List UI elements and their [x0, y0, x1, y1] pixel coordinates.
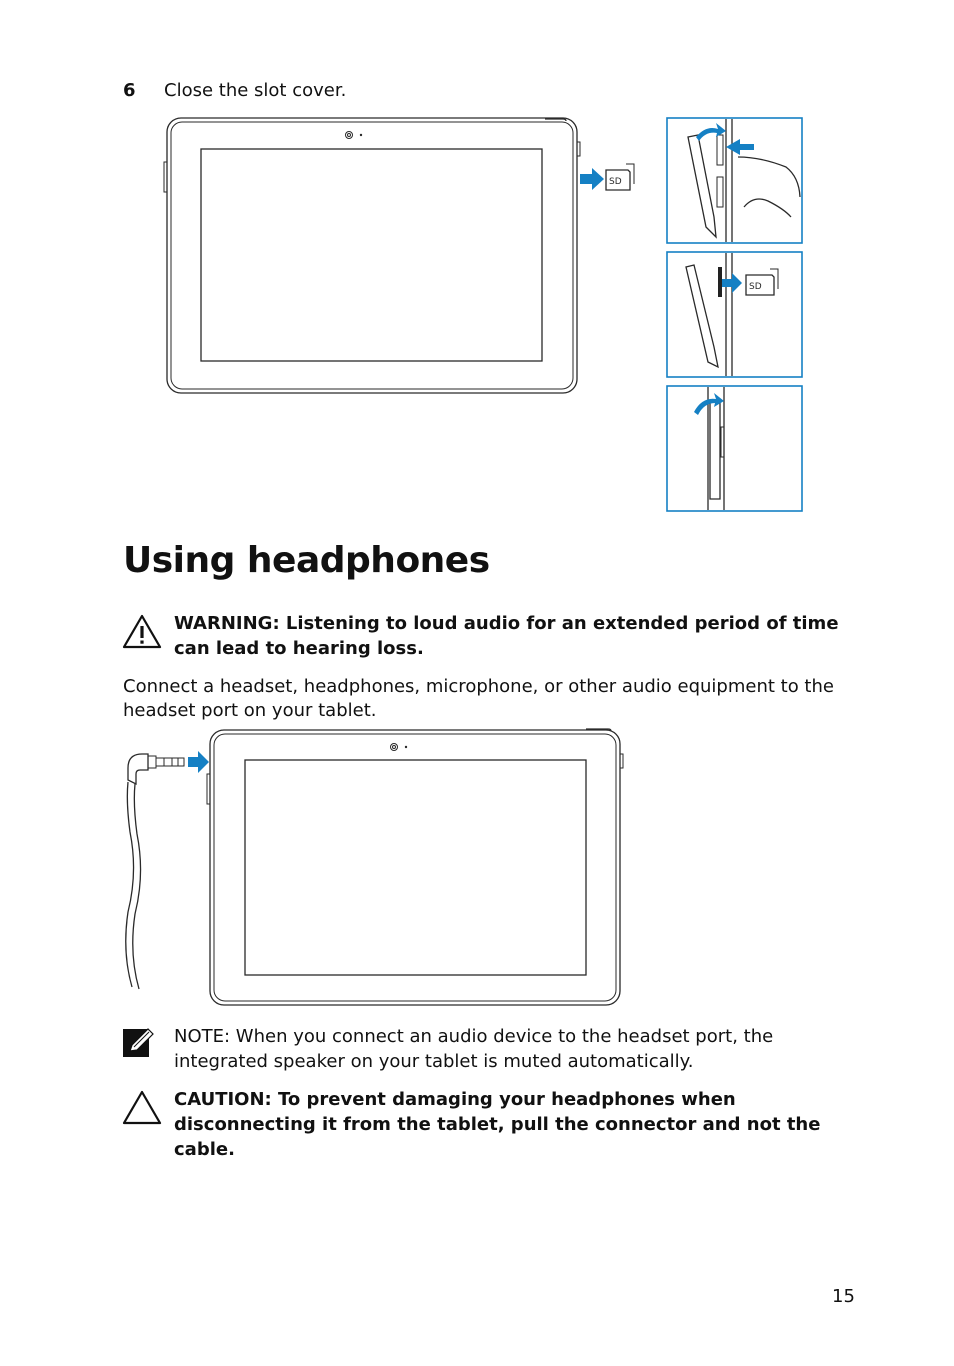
note-text: [174, 1024, 864, 1074]
warning-text: WARNING: Listening to loud audio for an extended period of time can lead to hearing loss.: [174, 613, 839, 659]
tablet-sd-illustration: [160, 112, 650, 402]
slot-cover-detail-frames: [666, 117, 806, 513]
headphone-connection-illustration: [118, 722, 638, 1012]
section-heading: Using headphones: [123, 540, 490, 581]
step-text: Close the slot cover.: [164, 80, 347, 101]
caution-icon: [122, 1090, 162, 1126]
note-body: When you connect an audio device to the headset port, the integrated speaker on your tablet is muted automatically.: [174, 1026, 774, 1072]
note-pencil-icon: [122, 1025, 156, 1059]
page-number: 15: [832, 1286, 855, 1307]
warning-icon: [122, 614, 162, 650]
sd-card-label-2: SD: [749, 282, 762, 292]
sd-card-label: SD: [609, 177, 622, 187]
note-label: NOTE:: [174, 1026, 231, 1047]
step-number: 6: [123, 80, 136, 101]
body-paragraph: Connect a headset, headphones, microphone, or other audio equipment to the headset port on your tablet.: [123, 676, 834, 721]
caution-text: CAUTION: To prevent damaging your headphones when disconnecting it from the tablet, pull the connector and not the cable.: [174, 1089, 821, 1160]
